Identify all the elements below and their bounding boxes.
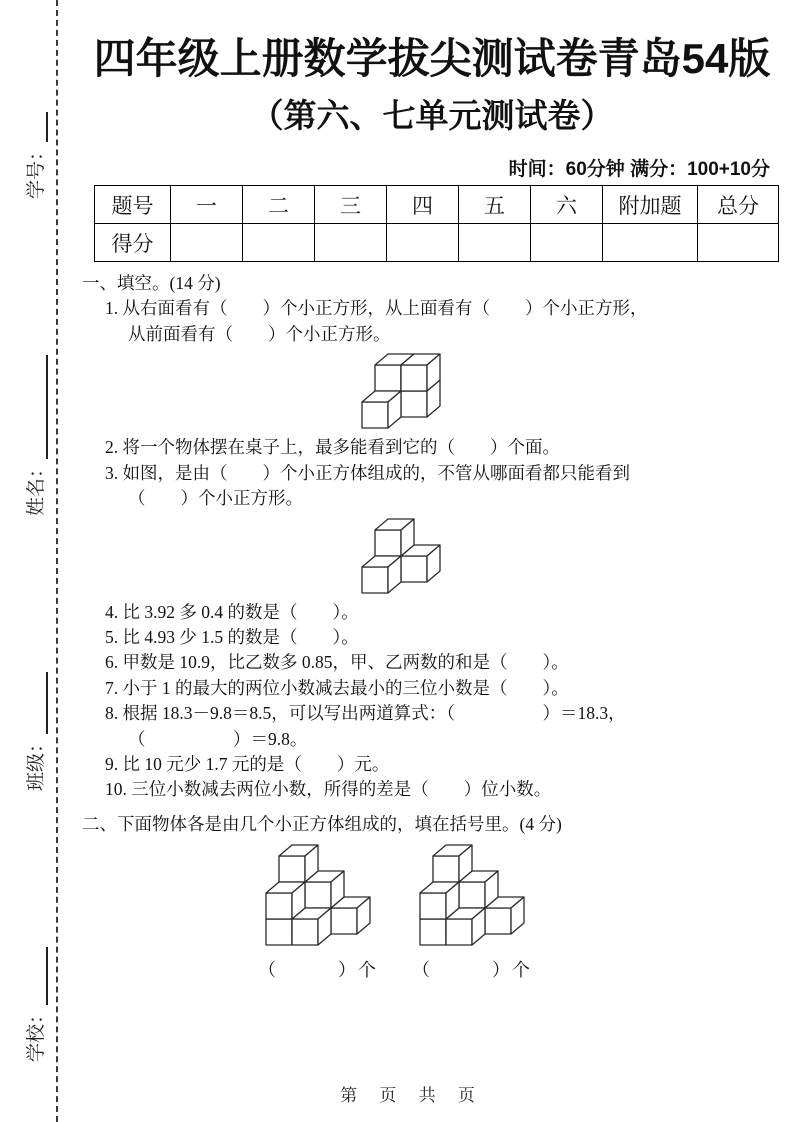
cube-figure-a: [258, 841, 378, 982]
header-cell: 五: [459, 186, 531, 224]
time-score-info: 时间：60分钟 满分：100+10分: [508, 159, 770, 181]
header-cell: 六: [531, 186, 603, 224]
class-blank-line: [26, 672, 48, 734]
score-empty-cell: [698, 224, 779, 262]
question-line: 1. 从右面看有（ ）个小正方形，从上面看有（ ）个小正方形，: [105, 298, 648, 319]
class-field: [21, 672, 48, 791]
score-empty-cell: [459, 224, 531, 262]
class-label: 班级：: [26, 734, 47, 792]
score-row-label: 得分: [95, 224, 171, 262]
score-empty-cell: [171, 224, 243, 262]
question-line: 7. 小于 1 的最大的两位小数减去最小的三位小数是（ ）。: [105, 677, 569, 698]
header-cell: 一: [171, 186, 243, 224]
question-line: 10. 三位小数减去两位小数，所得的差是（ ）位小数。: [105, 779, 552, 800]
name-field: [21, 355, 48, 516]
page-number-footer: 第 页 共 页: [340, 1086, 484, 1105]
school-label: 学校：: [26, 1004, 47, 1062]
question-line: 9. 比 10 元少 1.7 元的是（ ）元。: [105, 753, 390, 774]
question-line: 5. 比 4.93 少 1.5 的数是（ ）。: [105, 626, 359, 647]
student-id-blank-line: [26, 112, 48, 142]
score-empty-cell: [315, 224, 387, 262]
cubes-illustration-icon: [358, 515, 444, 597]
section2-figures: [82, 841, 782, 982]
score-empty-cell: [603, 224, 698, 262]
question-line: 从前面看有（ ）个小正方形。: [128, 323, 391, 344]
score-empty-cell: [387, 224, 459, 262]
cube-figure-q1: [358, 350, 782, 432]
header-cell: 题号: [95, 186, 171, 224]
name-blank-line: [26, 355, 48, 459]
cubes-illustration-icon: [416, 841, 528, 949]
student-id-label: 学号：: [26, 142, 47, 200]
score-table: [94, 185, 779, 262]
header-cell: 四: [387, 186, 459, 224]
section1-heading: 一、填空。(14 分): [82, 273, 221, 294]
school-field: [21, 947, 48, 1062]
question-line: 6. 甲数是 10.9，比乙数多 0.85，甲、乙两数的和是（ ）。: [105, 652, 569, 673]
score-empty-cell: [531, 224, 603, 262]
cubes-illustration-icon: [262, 841, 374, 949]
header-cell: 附加题: [603, 186, 698, 224]
question-line: 3. 如图，是由（ ）个小正方体组成的，不管从哪面看都只能看到: [105, 462, 630, 483]
answer-blank-label: （ ）个: [258, 959, 378, 980]
header-cell: 总分: [698, 186, 779, 224]
cube-figure-q3: [358, 515, 782, 597]
question-line: （ ）＝9.8。: [128, 728, 308, 749]
question-line: 8. 根据 18.3－9.8＝8.5，可以写出两道算式：（ ）＝18.3，: [105, 703, 626, 724]
answer-blank-label: （ ）个: [412, 959, 532, 980]
cubes-illustration-icon: [358, 350, 444, 432]
question-line: （ ）个小正方形。: [128, 488, 303, 509]
student-info-margin: [14, 112, 48, 1062]
cube-figure-b: [412, 841, 532, 982]
score-table-score-row: [95, 224, 779, 262]
score-table-header-row: [95, 186, 779, 224]
question-line: 2. 将一个物体摆在桌子上，最多能看到它的（ ）个面。: [105, 437, 560, 458]
student-id-field: [21, 112, 48, 199]
header-cell: 三: [315, 186, 387, 224]
score-empty-cell: [243, 224, 315, 262]
page-subtitle: （第六、七单元测试卷）: [250, 97, 614, 135]
section2-heading: 二、下面物体各是由几个小正方体组成的，填在括号里。(4 分): [82, 813, 562, 834]
school-blank-line: [26, 947, 48, 1005]
page-title: 四年级上册数学拔尖测试卷青岛54版: [93, 35, 771, 82]
header-cell: 二: [243, 186, 315, 224]
question-line: 4. 比 3.92 多 0.4 的数是（ ）。: [105, 601, 359, 622]
name-label: 姓名：: [26, 459, 47, 517]
paper-content: [82, 0, 782, 982]
binding-fold-dashed-line: [56, 0, 58, 1122]
